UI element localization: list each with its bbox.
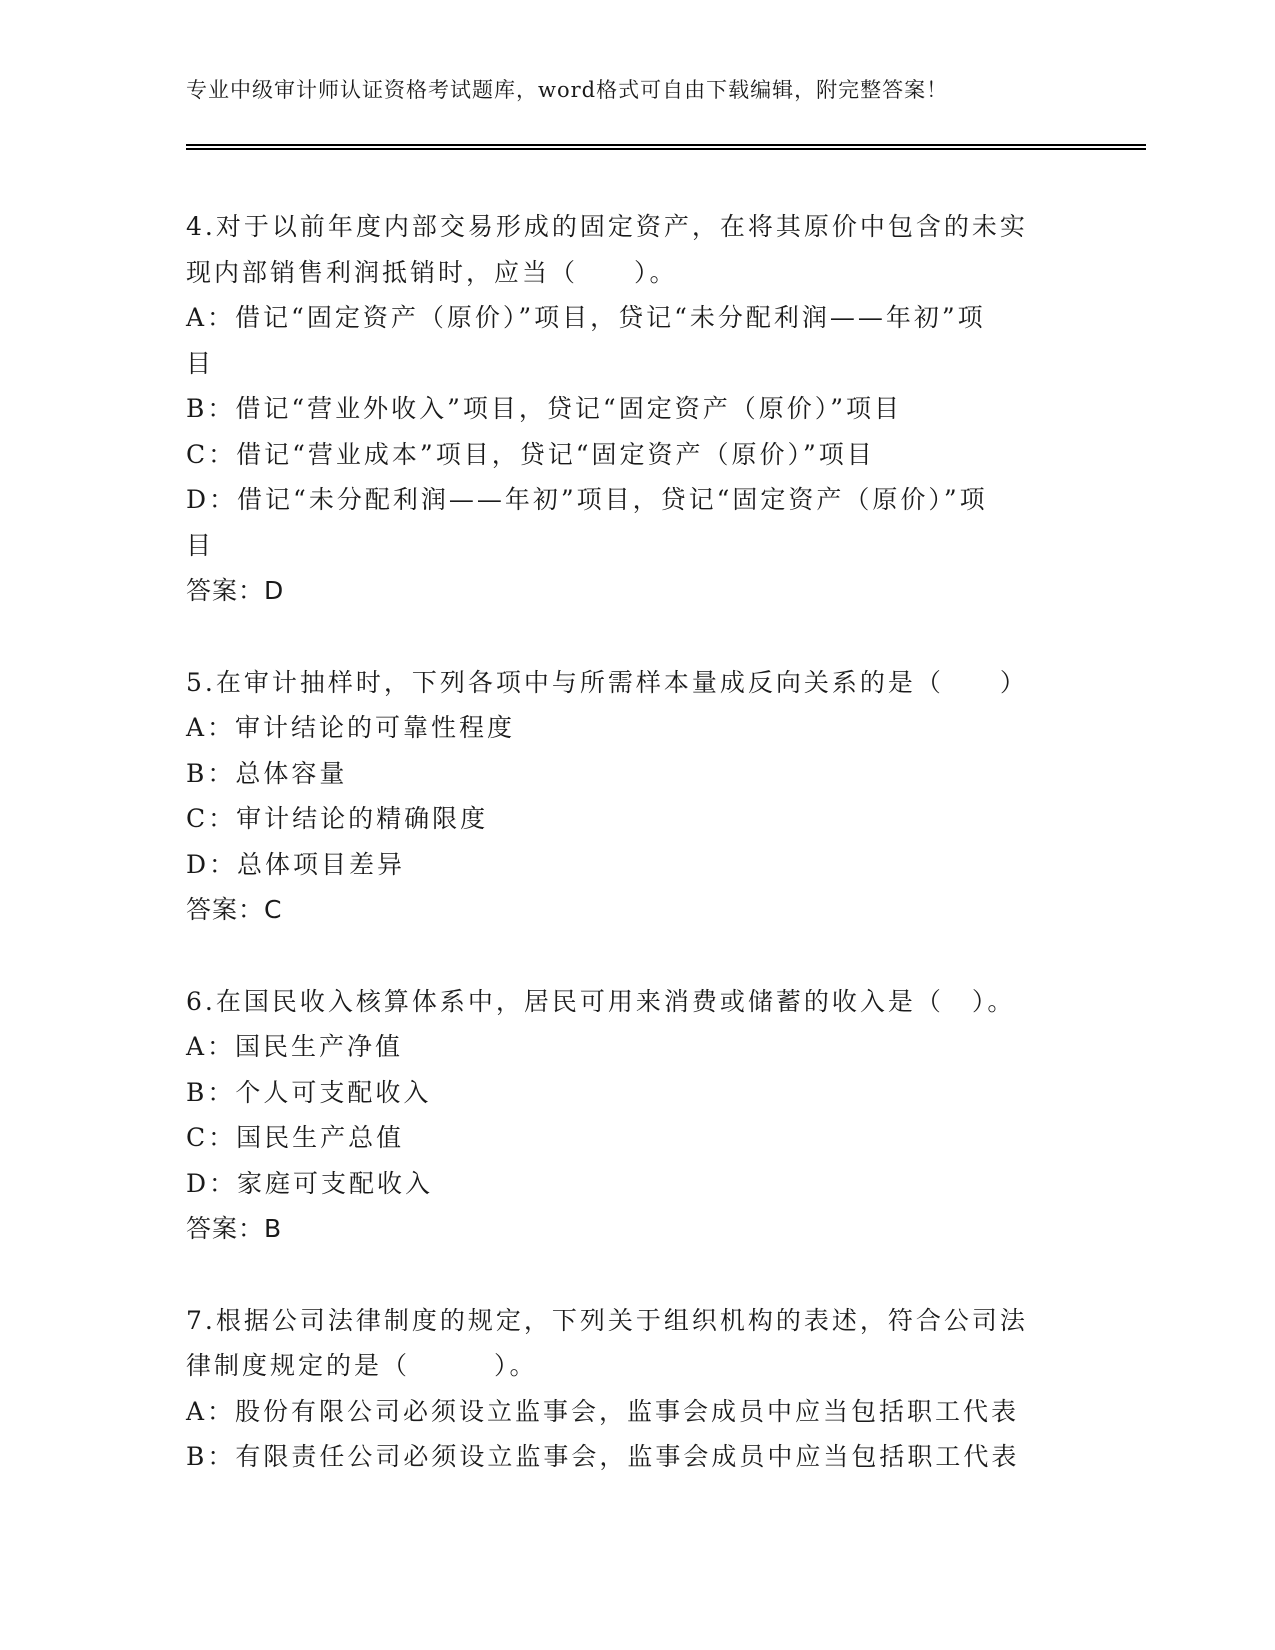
question-stem: 6.在国民收入核算体系中，居民可用来消费或储蓄的收入是（ ）。 (186, 986, 1016, 1016)
option-d: D：总体项目差异 (186, 849, 406, 879)
option-c: C：借记“营业成本”项目，贷记“固定资产（原价）”项目 (186, 439, 875, 469)
option-d: D：借记“未分配利润——年初”项目，贷记“固定资产（原价）”项 (186, 485, 988, 514)
answer-line: 答案：C (186, 895, 283, 924)
option-b: B：有限责任公司必须设立监事会，监事会成员中应当包括职工代表 (186, 1442, 1020, 1471)
option-d: D：家庭可支配收入 (186, 1168, 434, 1198)
question-4 (186, 204, 1076, 614)
question-stem: 7.根据公司法律制度的规定，下列关于组织机构的表述，符合公司法 (186, 1305, 1028, 1335)
question-stem: 4.对于以前年度内部交易形成的固定资产，在将其原价中包含的未实 (186, 212, 1028, 241)
question-5 (186, 660, 1076, 933)
question-7 (186, 1298, 1076, 1480)
option-b: B：借记“营业外收入”项目，贷记“固定资产（原价）”项目 (186, 394, 902, 423)
option-b: B：总体容量 (186, 758, 348, 788)
option-a: A：股份有限公司必须设立监事会，监事会成员中应当包括职工代表 (186, 1396, 1020, 1426)
option-a: A：国民生产净值 (186, 1032, 404, 1061)
question-stem: 5.在审计抽样时，下列各项中与所需样本量成反向关系的是（ ） (186, 667, 1028, 697)
option-b: B：个人可支配收入 (186, 1077, 432, 1107)
option-a: A：审计结论的可靠性程度 (186, 713, 516, 742)
answer-line: 答案：D (186, 576, 285, 605)
question-stem: 律制度规定的是（ ）。 (186, 1351, 538, 1380)
page-header: 专业中级审计师认证资格考试题库，word格式可自由下载编辑，附完整答案！ (186, 78, 949, 102)
question-6 (186, 979, 1076, 1252)
option-a: 目 (186, 348, 215, 378)
answer-line: 答案：B (186, 1214, 283, 1243)
option-c: C：国民生产总值 (186, 1123, 405, 1152)
question-stem: 现内部销售利润抵销时，应当（ ）。 (186, 257, 678, 287)
question-list (186, 204, 1076, 1526)
option-c: C：审计结论的精确限度 (186, 804, 489, 833)
header-divider (186, 144, 1146, 150)
option-a: A：借记“固定资产（原价）”项目，贷记“未分配利润——年初”项 (186, 303, 986, 332)
option-d: 目 (186, 530, 215, 560)
